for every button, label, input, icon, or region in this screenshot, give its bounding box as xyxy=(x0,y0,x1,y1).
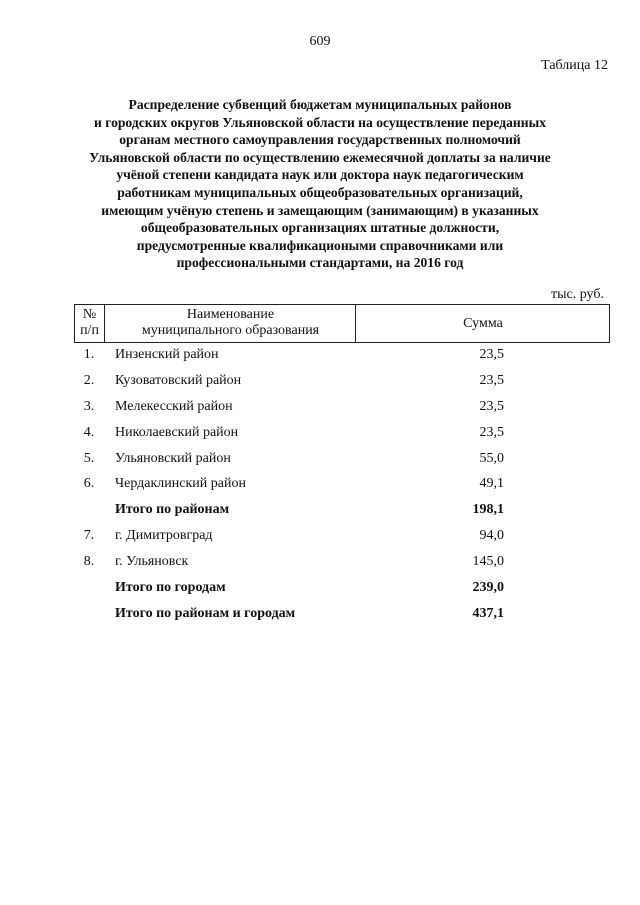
row-number: 3. xyxy=(83,398,95,414)
row-name: Кузоватовский район xyxy=(115,372,242,388)
table-body xyxy=(74,343,610,628)
row-number: 7. xyxy=(83,528,95,544)
header-number-line: № xyxy=(82,307,97,322)
title-line: работникам муниципальных общеобразовательных организаций, xyxy=(117,184,523,200)
row-value: 437,1 xyxy=(472,605,504,621)
row-value: 94,0 xyxy=(479,528,504,544)
row-name: Итого по районам и городам xyxy=(115,605,296,621)
row-name: Мелекесский район xyxy=(115,398,233,414)
table-row xyxy=(74,550,610,576)
header-sum: Сумма xyxy=(463,316,503,331)
row-number: 6. xyxy=(83,476,95,492)
row-number: 2. xyxy=(83,372,95,388)
row-number: 1. xyxy=(83,347,95,362)
row-number: 8. xyxy=(83,554,95,570)
header-number-line: п/п xyxy=(80,323,99,338)
title-line: имеющим учёную степень и замещающим (занимающим) в указанных xyxy=(101,202,539,218)
row-name: Николаевский район xyxy=(115,424,239,440)
table-total-row xyxy=(74,498,610,524)
title-line: учёной степени кандидата наук или доктора наук педагогическим xyxy=(116,167,524,183)
title-line: Ульяновской области по осуществлению ежемесячной доплаты за наличие xyxy=(89,149,551,165)
table-total-row xyxy=(74,576,610,602)
subsidy-table xyxy=(74,304,610,628)
row-value: 23,5 xyxy=(479,398,504,414)
table-row xyxy=(74,343,610,369)
row-value: 198,1 xyxy=(472,502,504,518)
table-row xyxy=(74,421,610,447)
header-number xyxy=(75,305,105,342)
row-value: 23,5 xyxy=(479,372,504,388)
row-name: Чердаклинский район xyxy=(115,476,246,492)
row-value: 23,5 xyxy=(479,347,504,362)
table-header xyxy=(74,304,610,343)
row-name: г. Димитровград xyxy=(115,528,213,544)
header-name xyxy=(106,305,356,342)
row-number: 4. xyxy=(83,424,95,440)
table-row xyxy=(74,524,610,550)
header-name-line: Наименование xyxy=(186,307,275,322)
title-line: профессиональными стандартами, на 2016 год xyxy=(176,255,464,271)
row-number: 5. xyxy=(83,450,95,466)
row-value: 239,0 xyxy=(472,580,504,596)
table-row xyxy=(74,447,610,473)
row-value: 23,5 xyxy=(479,424,504,440)
table-total-row xyxy=(74,602,610,628)
title-line: и городских округов Ульяновской области на осуществление переданных xyxy=(94,114,546,130)
title-line: общеобразовательных организациях штатные должности, xyxy=(140,220,500,236)
header-name-line: муниципального образования xyxy=(141,323,320,338)
row-value: 55,0 xyxy=(479,450,504,466)
row-name: г. Ульяновск xyxy=(115,554,189,570)
units-label: тыс. руб. xyxy=(551,287,604,302)
table-row xyxy=(74,369,610,395)
page-number: 609 xyxy=(309,34,331,49)
row-name: Инзенский район xyxy=(115,347,219,362)
table-row xyxy=(74,395,610,421)
title-line: органам местного самоуправления государственных полномочий xyxy=(119,132,521,148)
table-label: Таблица 12 xyxy=(541,58,608,73)
document-title xyxy=(70,96,570,272)
row-value: 49,1 xyxy=(479,476,504,492)
title-line: предусмотренные квалификациоными справочниками или xyxy=(136,237,504,253)
row-value: 145,0 xyxy=(472,554,504,570)
row-name: Итого по районам xyxy=(115,502,230,518)
table-row xyxy=(74,472,610,498)
row-name: Итого по городам xyxy=(115,580,226,596)
title-line: Распределение субвенций бюджетам муниципальных районов xyxy=(128,97,512,112)
row-name: Ульяновский район xyxy=(115,450,231,466)
